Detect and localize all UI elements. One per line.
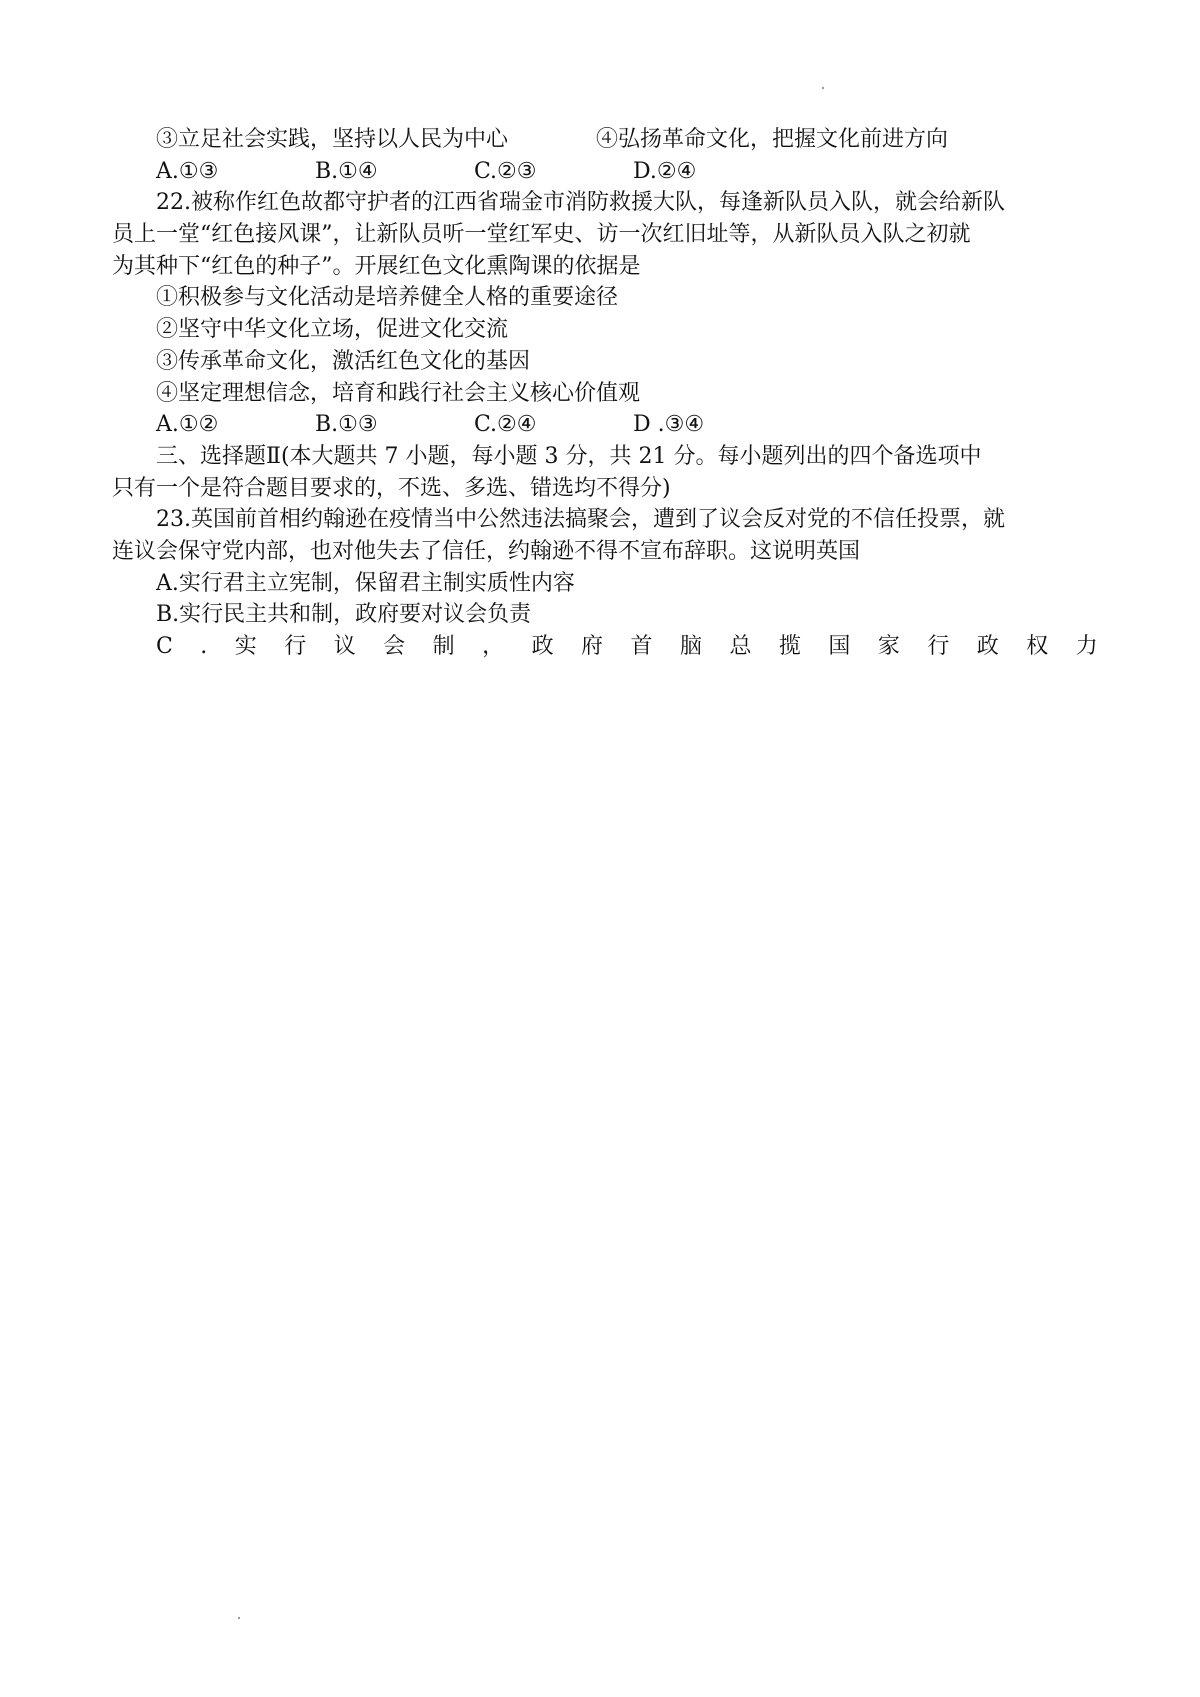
q23-option-c-char: 行 (927, 634, 950, 660)
q23-option-c (112, 631, 1098, 663)
q21-statement-3: ③立足社会实践，坚持以人民为中心 (156, 127, 509, 152)
q23-option-c-char: 首 (630, 634, 653, 660)
q21-option-d: D.②④ (633, 158, 697, 184)
q22-option-a: A.①② (156, 412, 219, 438)
q23-option-c-char: 家 (877, 634, 900, 660)
scan-speck (822, 87, 824, 89)
q21-option-a: A.①③ (156, 158, 219, 184)
q23-option-c-char: 国 (828, 634, 851, 660)
q22-statement-4: ④坚定理想信念，培育和践行社会主义核心价值观 (156, 380, 641, 406)
q22-options (112, 409, 1098, 441)
q23-option-c-char: 行 (284, 634, 307, 660)
q23-option-c-char: 会 (383, 634, 406, 660)
q21-statement-4: ④弘扬革命文化，把握文化前进方向 (596, 127, 949, 152)
q22-statement-2: ②坚守中华文化立场，促进文化交流 (156, 317, 509, 343)
q23-option-c-char: C (156, 634, 173, 660)
q21-options (112, 156, 1098, 188)
q23-option-a: A.实行君主立宪制，保留君主制实质性内容 (156, 570, 575, 596)
q23-option-c-char: 实 (234, 634, 257, 660)
q23-option-c-char: 揽 (778, 634, 801, 660)
q21-option-c: C.②③ (474, 158, 537, 184)
q22-stem-line-1: 22.被称作红色故都守护者的江西省瑞金市消防救援大队，每逢新队员入队，就会给新队 (156, 190, 1005, 216)
scan-speck (238, 1617, 240, 1619)
q22-option-c: C.②④ (474, 412, 537, 438)
q21-option-b: B.①④ (315, 158, 378, 184)
document-body (112, 124, 1098, 663)
q23-option-c-char: 脑 (679, 634, 702, 660)
q22-option-b: B.①③ (315, 412, 378, 438)
section-3-heading-line-2: 只有一个是符合题目要求的，不选、多选、错选均不得分) (112, 475, 671, 501)
q23-option-c-char: . (200, 634, 208, 660)
q23-option-c-char: 总 (729, 634, 752, 660)
q22-stem-line-3: 为其种下“红色的种子”。开展红色文化熏陶课的依据是 (112, 253, 641, 279)
q23-option-c-char: ， (482, 634, 505, 660)
section-3-heading-line-1: 三、选择题Ⅱ(本大题共 7 小题，每小题 3 分，共 21 分。每小题列出的四个备选项中 (156, 443, 982, 469)
q23-option-c-char: 力 (1075, 634, 1098, 660)
q23-stem-line-1: 23.英国前首相约翰逊在疫情当中公然违法搞聚会，遭到了议会反对党的不信任投票，就 (156, 507, 1005, 533)
q22-statement-3: ③传承革命文化，激活红色文化的基因 (156, 348, 531, 374)
q23-option-c-char: 府 (581, 634, 604, 660)
q22-stem-line-2: 员上一堂“红色接风课”，让新队员听一堂红军史、访一次红旧址等，从新队员入队之初就 (112, 222, 971, 248)
q22-option-d: D .③④ (633, 412, 705, 438)
q21-statements-row (112, 124, 1098, 156)
q23-option-c-char: 议 (333, 634, 356, 660)
q22-statement-1: ①积极参与文化活动是培养健全人格的重要途径 (156, 285, 619, 311)
q23-option-b: B.实行民主共和制，政府要对议会负责 (156, 602, 532, 628)
q23-stem-line-2: 连议会保守党内部，也对他失去了信任，约翰逊不得不宣布辞职。这说明英国 (112, 538, 861, 564)
q23-option-c-char: 政 (531, 634, 554, 660)
q23-option-c-char: 政 (976, 634, 999, 660)
q23-option-c-char: 制 (432, 634, 455, 660)
q23-option-c-char: 权 (1026, 634, 1049, 660)
